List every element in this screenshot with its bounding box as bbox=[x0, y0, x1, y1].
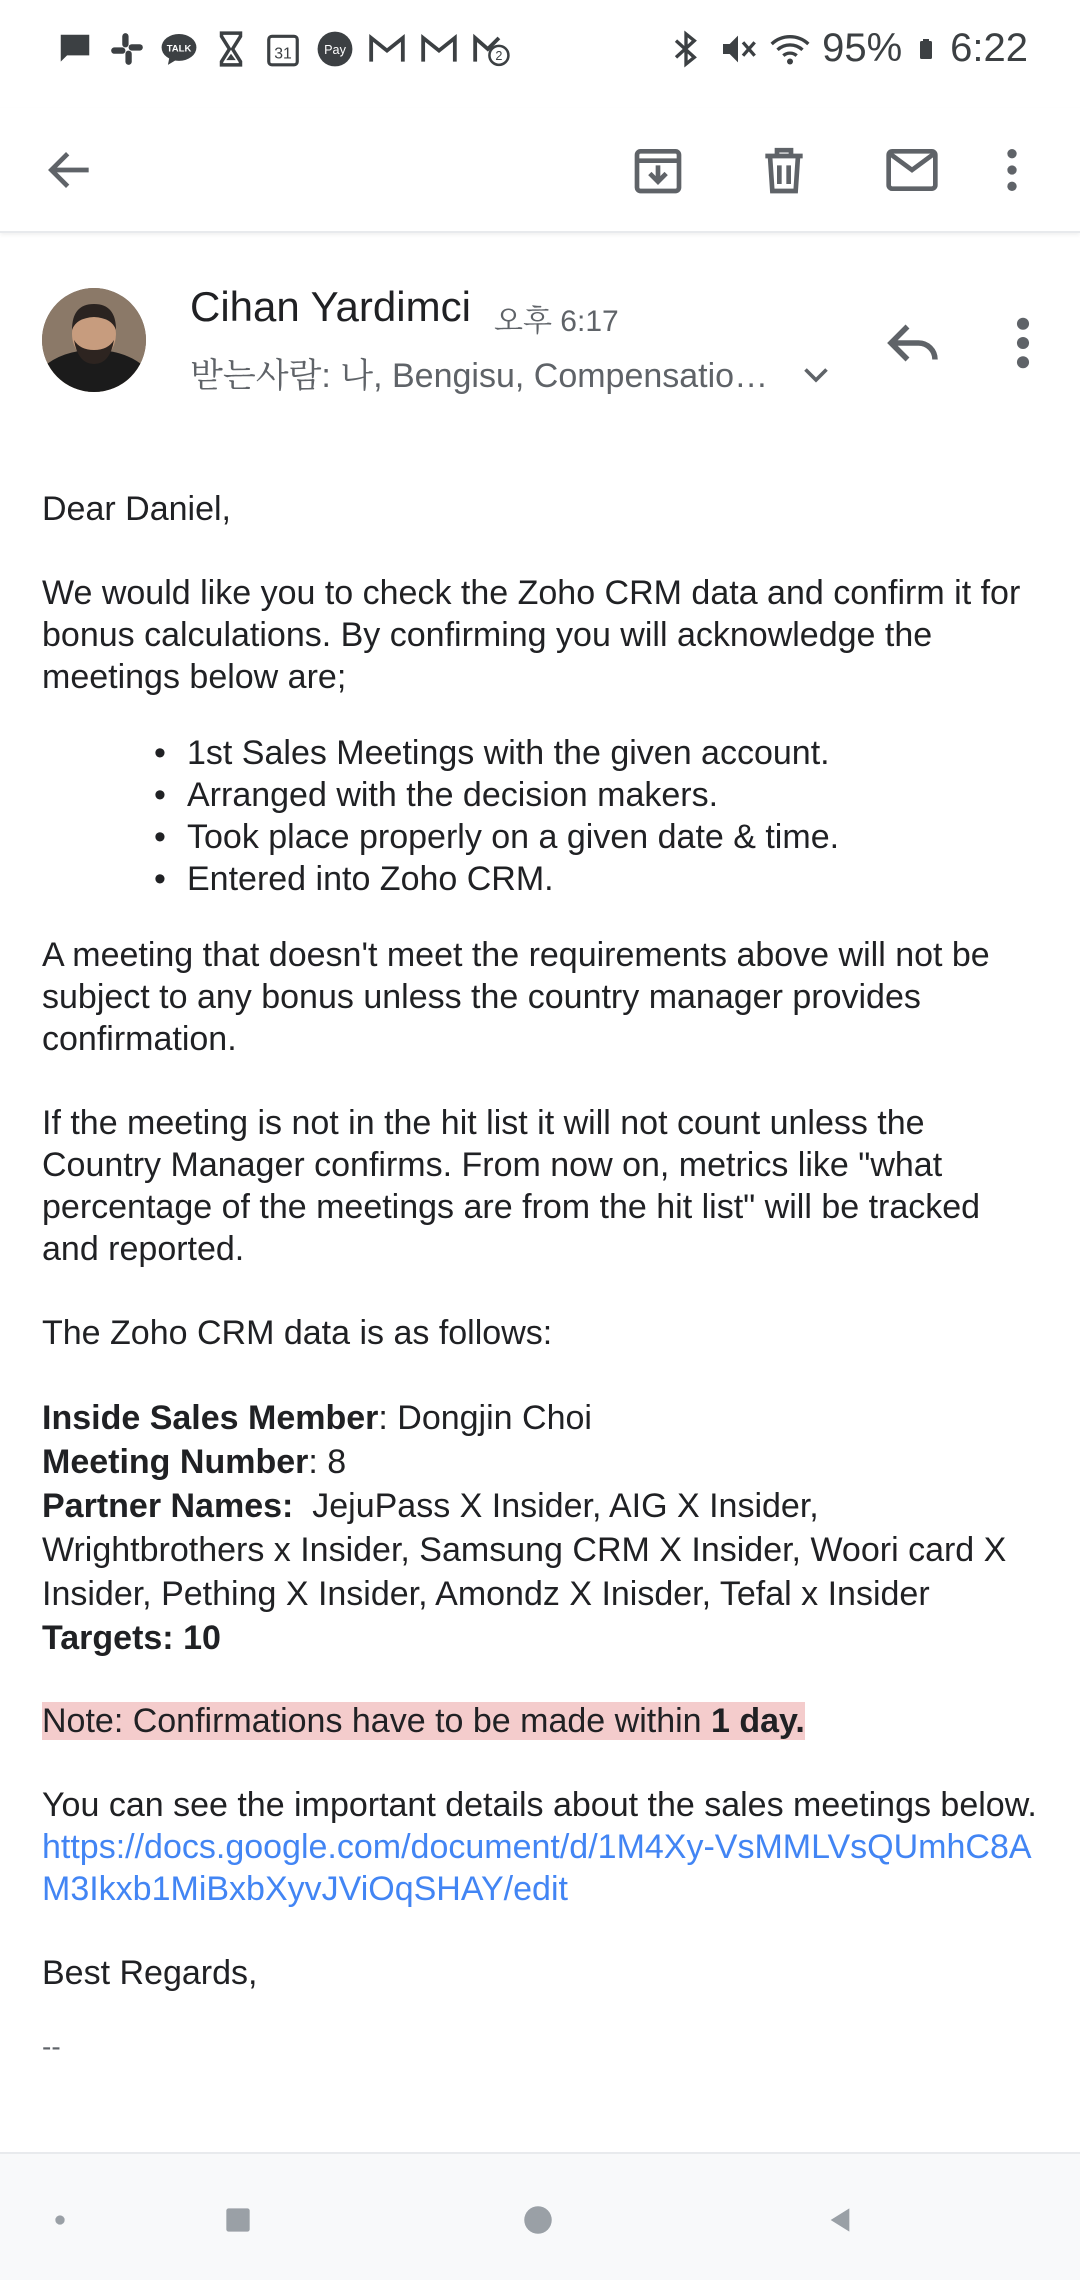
system-icons bbox=[666, 26, 1028, 71]
mark-unread-button[interactable] bbox=[872, 130, 952, 210]
requirements-paragraph: A meeting that doesn't meet the requirements above will not be subject to any bonus unless the country manager provides confirmation. bbox=[42, 936, 990, 1058]
system-nav-bar bbox=[0, 2152, 1080, 2280]
kakaotalk-icon bbox=[160, 30, 198, 68]
battery-icon bbox=[914, 29, 938, 69]
intro-paragraph: We would like you to check the Zoho CRM data and confirm it for bonus calculations. By confirming you will acknowledge the meetings below are; bbox=[42, 574, 1021, 696]
home-button[interactable] bbox=[516, 2198, 560, 2242]
mark-unread-icon bbox=[884, 142, 940, 198]
archive-icon bbox=[630, 142, 686, 198]
recipients-line[interactable]: 받는사람: 나, Bengisu, Compensatio… bbox=[190, 357, 769, 395]
greeting: Dear Daniel, bbox=[42, 490, 231, 528]
note-bold: 1 day. bbox=[711, 1702, 805, 1740]
square-icon bbox=[224, 2206, 252, 2234]
message-icon bbox=[56, 30, 94, 68]
inside-sales-value: : Dongjin Choi bbox=[378, 1399, 592, 1437]
gmail-icon bbox=[368, 30, 406, 68]
status-bar bbox=[0, 0, 1080, 108]
battery-percent: 95% bbox=[822, 26, 903, 70]
talk-label: TALK bbox=[166, 43, 192, 55]
recents-button[interactable] bbox=[216, 2198, 260, 2242]
targets: Targets: 10 bbox=[42, 1619, 221, 1657]
back-nav-button[interactable] bbox=[818, 2198, 862, 2242]
back-triangle-icon bbox=[826, 2206, 854, 2234]
hourglass-icon bbox=[212, 30, 250, 68]
delete-icon bbox=[756, 142, 812, 198]
details-paragraph: You can see the important details about the sales meetings below. bbox=[42, 1786, 1037, 1824]
closing: Best Regards, bbox=[42, 1954, 258, 1992]
meeting-number-label: Meeting Number bbox=[42, 1443, 309, 1481]
list-item: • Entered into Zoho CRM. bbox=[187, 858, 1042, 900]
delete-button[interactable] bbox=[744, 130, 824, 210]
avatar-image bbox=[42, 288, 146, 392]
slack-icon bbox=[108, 30, 146, 68]
message-more-icon[interactable] bbox=[1000, 310, 1046, 376]
notification-icons bbox=[56, 30, 510, 68]
mute-icon bbox=[718, 29, 758, 69]
more-options-button[interactable] bbox=[982, 130, 1042, 210]
pay-label: Pay bbox=[324, 42, 346, 57]
list-item: • Arranged with the decision makers. bbox=[187, 774, 1042, 816]
more-vert-icon bbox=[984, 142, 1040, 198]
archive-button[interactable] bbox=[618, 130, 698, 210]
voicemail-icon bbox=[472, 30, 510, 68]
recent-dot-button[interactable] bbox=[38, 2198, 82, 2242]
clock: 6:22 bbox=[950, 26, 1028, 70]
partner-names-value: JejuPass X Insider, AIG X Insider, Wrightbrothers x Insider, Samsung CRM X Insider, Woori card X Insider, Pething X Insider, Amondz X Inisder, Tefal x Insider bbox=[42, 1487, 1016, 1613]
signature-separator: -- bbox=[42, 2031, 61, 2062]
sender-avatar[interactable] bbox=[42, 288, 146, 392]
recent-apps-dot-icon bbox=[52, 2212, 68, 2228]
chevron-down-icon[interactable] bbox=[798, 356, 834, 392]
back-button[interactable] bbox=[30, 130, 110, 210]
calendar-icon bbox=[264, 30, 302, 68]
partner-names-label: Partner Names: bbox=[42, 1487, 294, 1525]
google-doc-link[interactable]: https://docs.google.com/document/d/1M4Xy-VsMMLVsQUmhC8AM3Ikxb1MiBxbXyvJViOqSHAY/edit bbox=[42, 1828, 1032, 1908]
calendar-day: 31 bbox=[274, 45, 292, 63]
note-highlight bbox=[42, 1702, 805, 1740]
email-body bbox=[42, 488, 1042, 2068]
list-item: • Took place properly on a given date & time. bbox=[187, 816, 1042, 858]
crm-intro: The Zoho CRM data is as follows: bbox=[42, 1314, 553, 1352]
crm-data bbox=[42, 1396, 1042, 1660]
email-time: 오후 6:17 bbox=[494, 305, 619, 338]
home-circle-icon bbox=[523, 2205, 553, 2235]
hitlist-paragraph: If the meeting is not in the hit list it will not count unless the Country Manager confirms. From now on, metrics like "what percentage of the meetings are from the hit list" will be tracked and reported. bbox=[42, 1104, 981, 1268]
back-arrow-icon bbox=[42, 142, 98, 198]
note-text: Note: Confirmations have to be made within bbox=[42, 1702, 712, 1740]
list-item: • 1st Sales Meetings with the given account. bbox=[187, 732, 1042, 774]
meeting-number-value: : 8 bbox=[308, 1443, 347, 1481]
inside-sales-label: Inside Sales Member bbox=[42, 1399, 379, 1437]
svg-text:2: 2 bbox=[495, 49, 503, 64]
reply-icon[interactable] bbox=[880, 310, 946, 376]
gmail-icon bbox=[420, 30, 458, 68]
sender-name[interactable]: Cihan Yardimci bbox=[190, 283, 471, 330]
wifi-icon bbox=[770, 29, 810, 69]
top-app-bar bbox=[0, 108, 1080, 233]
bluetooth-icon bbox=[666, 29, 706, 69]
requirements-list bbox=[42, 732, 1042, 900]
samsung-pay-icon bbox=[316, 30, 354, 68]
